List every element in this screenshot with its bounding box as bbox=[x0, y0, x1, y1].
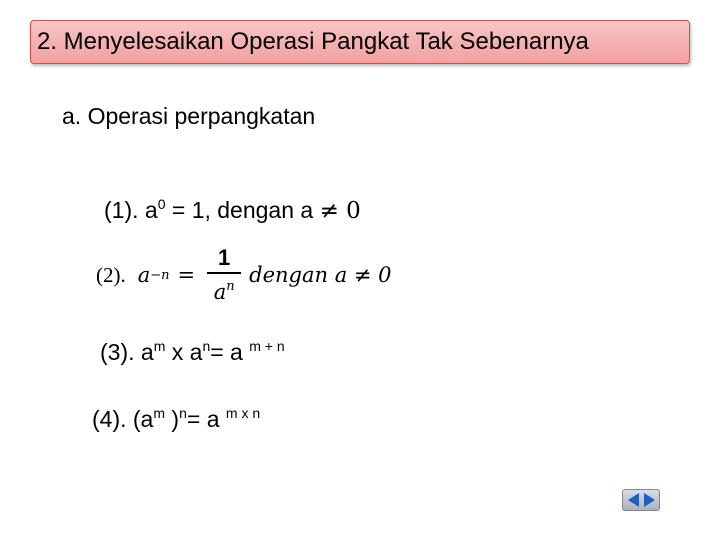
rule-1-label: (1). a bbox=[104, 197, 158, 223]
rule-2-lhs-exponent: −n bbox=[150, 267, 170, 283]
section-heading: a. Operasi perpangkatan bbox=[62, 103, 316, 129]
rule-3-rhs: = a bbox=[210, 339, 250, 365]
rule-1-condition: ≠ 0 bbox=[319, 198, 361, 224]
rule-4-exp-2: n bbox=[179, 405, 187, 421]
rule-2-lhs-base: a bbox=[137, 263, 151, 287]
rule-2 bbox=[96, 240, 392, 310]
rule-4-close: ) bbox=[165, 406, 180, 432]
next-arrow-icon bbox=[644, 493, 655, 507]
prev-slide-button[interactable] bbox=[626, 492, 640, 508]
rule-2-numerator: 1 bbox=[218, 244, 231, 270]
rule-2-condition: dengan a ≠ 0 bbox=[249, 263, 392, 287]
rule-4-exp-1: m bbox=[153, 405, 166, 421]
rule-3-exp-1: m bbox=[153, 338, 166, 354]
rule-4-rhs: = a bbox=[186, 406, 226, 432]
rule-1-middle: = 1, dengan a bbox=[165, 197, 320, 223]
slide-navigation bbox=[622, 489, 660, 511]
rule-2-fraction bbox=[207, 246, 241, 305]
slide-title-bar bbox=[30, 20, 690, 64]
next-slide-button[interactable] bbox=[642, 492, 656, 508]
rule-3-exp-3: m + n bbox=[249, 338, 285, 354]
rule-2-equals: = bbox=[177, 263, 196, 287]
rule-3-exp-2: n bbox=[202, 338, 211, 354]
rule-2-denominator: $a^n$ bbox=[213, 278, 235, 304]
rule-3-middle: x a bbox=[165, 339, 203, 365]
rule-1-exponent: 0 bbox=[157, 196, 166, 212]
rule-4-exp-3: m x n bbox=[225, 405, 261, 421]
rule-4 bbox=[92, 405, 260, 433]
prev-arrow-icon bbox=[628, 493, 639, 507]
rule-1 bbox=[104, 196, 361, 224]
slide-title: 2. Menyelesaikan Operasi Pangkat Tak Sebenarnya bbox=[37, 28, 589, 55]
rule-2-label: (2). bbox=[96, 262, 126, 287]
rule-4-label: (4). (a bbox=[92, 406, 154, 432]
rule-3 bbox=[100, 338, 285, 366]
rule-3-label: (3). a bbox=[100, 339, 154, 365]
